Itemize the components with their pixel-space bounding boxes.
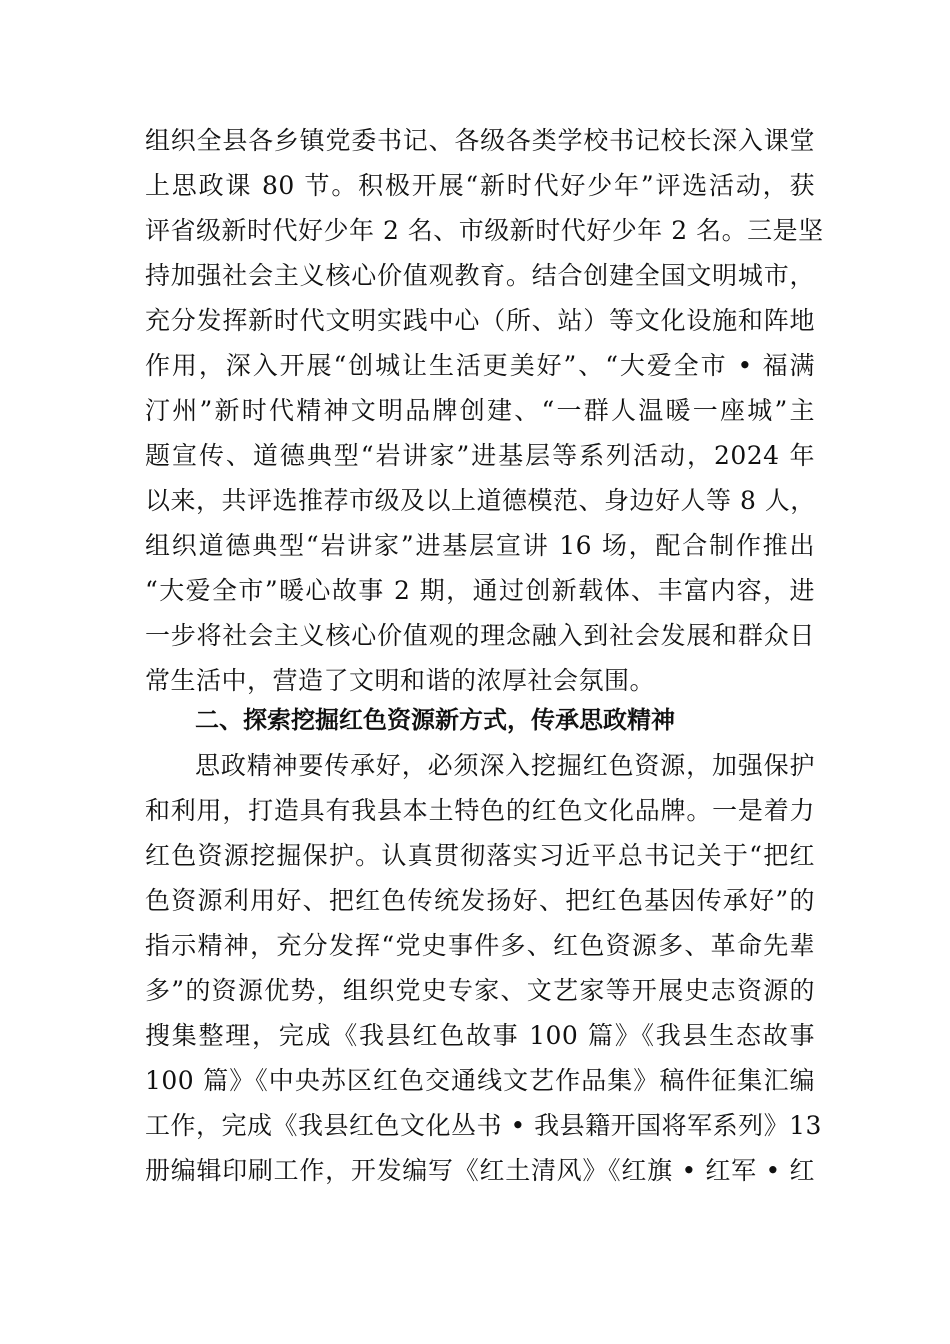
- paragraph-2: [145, 743, 822, 1193]
- paragraph-line: 思政精神要传承好，必须深入挖掘红色资源，加强保护: [195, 751, 815, 780]
- paragraph-line: 充分发挥新时代文明实践中心（所、站）等文化设施和阵地: [145, 306, 815, 335]
- paragraph-line: 上思政课 80 节。积极开展“新时代好少年”评选活动，获: [145, 171, 815, 200]
- paragraph-line: 工作，完成《我县红色文化丛书 • 我县籍开国将军系列》13: [145, 1111, 822, 1140]
- paragraph-line: 色资源利用好、把红色传统发扬好、把红色基因传承好”的: [145, 886, 815, 915]
- paragraph-line: 以来，共评选推荐市级及以上道德模范、身边好人等 8 人，: [145, 486, 816, 515]
- paragraph-line: 红色资源挖掘保护。认真贯彻落实习近平总书记关于“把红: [145, 841, 815, 870]
- paragraph-line: 常生活中，营造了文明和谐的浓厚社会氛围。: [145, 666, 656, 695]
- paragraph-line: 汀州”新时代精神文明品牌创建、“一群人温暖一座城”主: [145, 396, 815, 425]
- paragraph-line: 搜集整理，完成《我县红色故事 100 篇》《我县生态故事: [145, 1021, 815, 1050]
- paragraph-line: 评省级新时代好少年 2 名、市级新时代好少年 2 名。三是坚: [145, 216, 824, 245]
- paragraph-line: 100 篇》《中央苏区红色交通线文艺作品集》稿件征集汇编: [145, 1066, 815, 1095]
- paragraph-line: 组织道德典型“岩讲家”进基层宣讲 16 场，配合制作推出: [145, 531, 815, 560]
- paragraph-line: “大爱全市”暖心故事 2 期，通过创新载体、丰富内容，进: [145, 576, 815, 605]
- paragraph-line: 组织全县各乡镇党委书记、各级各类学校书记校长深入课堂: [145, 126, 815, 155]
- section-heading: 二、探索挖掘红色资源新方式，传承思政精神: [195, 706, 675, 734]
- paragraph-line: 册编辑印刷工作，开发编写《红土清风》《红旗 • 红军 • 红: [145, 1156, 815, 1185]
- paragraph-line: 多”的资源优势，组织党史专家、文艺家等开展史志资源的: [145, 976, 815, 1005]
- paragraph-line: 和利用，打造具有我县本土特色的红色文化品牌。一是着力: [145, 796, 815, 825]
- paragraph-line: 指示精神，充分发挥“党史事件多、红色资源多、革命先辈: [145, 931, 815, 960]
- paragraph-line: 持加强社会主义核心价值观教育。结合创建全国文明城市，: [145, 261, 815, 290]
- paragraph-line: 题宣传、道德典型“岩讲家”进基层等系列活动，2024 年: [145, 441, 815, 470]
- paragraph-line: 一步将社会主义核心价值观的理念融入到社会发展和群众日: [145, 621, 815, 650]
- paragraph-1: [145, 118, 824, 703]
- paragraph-line: 作用，深入开展“创城让生活更美好”、“大爱全市 • 福满: [145, 351, 815, 380]
